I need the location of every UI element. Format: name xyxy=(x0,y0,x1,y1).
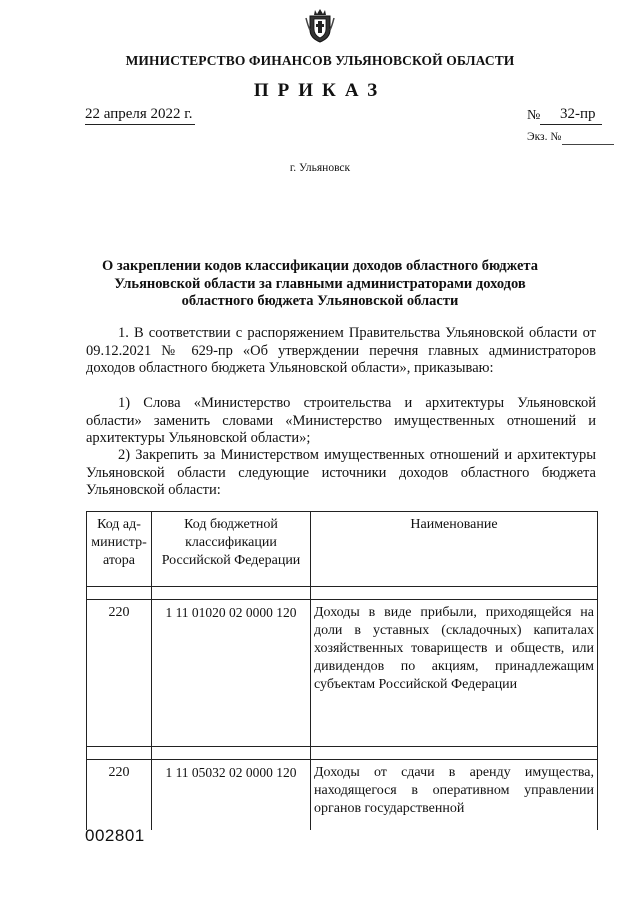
table-row xyxy=(87,600,598,747)
document-number: 32-пр xyxy=(560,106,596,122)
table-header-row xyxy=(87,512,598,587)
date-underline xyxy=(85,124,195,125)
document-type: ПРИКАЗ xyxy=(253,80,387,101)
budget-code-cell: 1 11 01020 02 0000 120 xyxy=(152,600,311,747)
document-date: 22 апреля 2022 г. xyxy=(85,106,193,122)
number-sign: № xyxy=(527,108,541,123)
city: г. Ульяновск xyxy=(289,162,351,174)
header-budget-code: Код бюджетной классификации Российской Федерации xyxy=(152,512,311,587)
header-name: Наименование xyxy=(311,512,598,587)
paragraph-1 xyxy=(86,325,596,378)
revenue-name-cell: Доходы от сдачи в аренду имущества, находящегося в оперативном управлении органов государственной xyxy=(311,760,598,831)
coat-of-arms-emblem xyxy=(305,6,335,44)
revenue-codes-table xyxy=(86,511,598,830)
copy-number-label: Экз. № xyxy=(527,131,562,143)
document-subject: О закреплении кодов классификации доходов областного бюджета Ульяновской области за главными администраторами доходов областного бюджета Ульяновской области xyxy=(102,258,538,309)
number-underline xyxy=(540,124,602,125)
form-serial-number: 002801 xyxy=(85,826,145,845)
table-spacer-row xyxy=(87,747,598,760)
paragraph-1-text: 1. В соответствии с распоряжением Правительства Ульяновской области от 09.12.2021 № 629-пр «Об утверждении перечня главных администраторов доходов областного бюджета Ульяновской области», приказываю: xyxy=(86,325,596,376)
budget-code-cell: 1 11 05032 02 0000 120 xyxy=(152,760,311,831)
paragraph-2-text: 1) Слова «Министерство строительства и архитектуры Ульяновской области» заменить словами «Министерство имущественных отношений и архитектуры Ульяновской области»; xyxy=(86,395,596,446)
header-admin-code: Код ад-министр-атора xyxy=(87,512,152,587)
copy-number-underline xyxy=(562,144,614,145)
revenue-name-cell: Доходы в виде прибыли, приходящейся на доли в уставных (складочных) капиталах хозяйственных товариществ и обществ, или дивидендов по акциям, принадлежащим субъектам Российской Федерации xyxy=(311,600,598,747)
admin-code-cell: 220 xyxy=(87,600,152,747)
paragraph-3 xyxy=(86,447,596,500)
paragraph-3-text: 2) Закрепить за Министерством имущественных отношений и архитектуры Ульяновской области следующие источники доходов областного бюджета Ульяновской области: xyxy=(86,447,596,498)
table-row xyxy=(87,760,598,831)
paragraph-2 xyxy=(86,395,596,448)
table-spacer-row xyxy=(87,587,598,600)
admin-code-cell: 220 xyxy=(87,760,152,831)
ministry-name: МИНИСТЕРСТВО ФИНАНСОВ УЛЬЯНОВСКОЙ ОБЛАСТИ xyxy=(125,53,515,68)
